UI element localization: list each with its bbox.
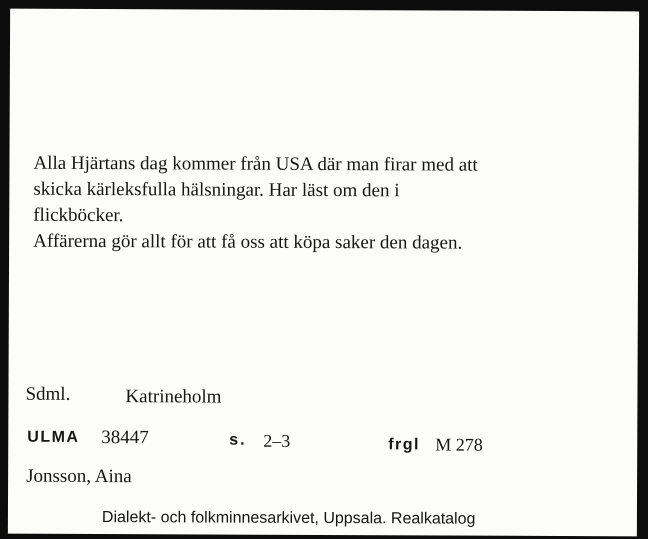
text-line-4: Affärerna gör allt för att få oss att köpa saker den dagen.: [33, 230, 463, 254]
ulma-label: ULMA: [27, 428, 80, 446]
ulma-number: 38447: [101, 427, 149, 449]
archive-card: [8, 9, 639, 537]
page-label: s.: [229, 431, 247, 449]
province: Sdml.: [25, 383, 71, 405]
informant-name: Jonsson, Aina: [26, 465, 132, 488]
place-name: Katrineholm: [125, 386, 222, 408]
text-line-2: skicka kärleksfulla hälsningar. Har läst om den i: [33, 178, 400, 202]
page-range: 2–3: [263, 430, 291, 451]
card-text: [33, 151, 623, 258]
archive-footer: Dialekt- och folkminnesarkivet, Uppsala. Realkatalog: [101, 509, 476, 528]
frgl-value: M 278: [435, 434, 483, 455]
text-line-1: Alla Hjärtans dag kommer från USA där man firar med att: [33, 152, 478, 176]
text-line-3: flickböcker.: [33, 204, 124, 227]
frgl-label: frgl: [388, 436, 421, 454]
